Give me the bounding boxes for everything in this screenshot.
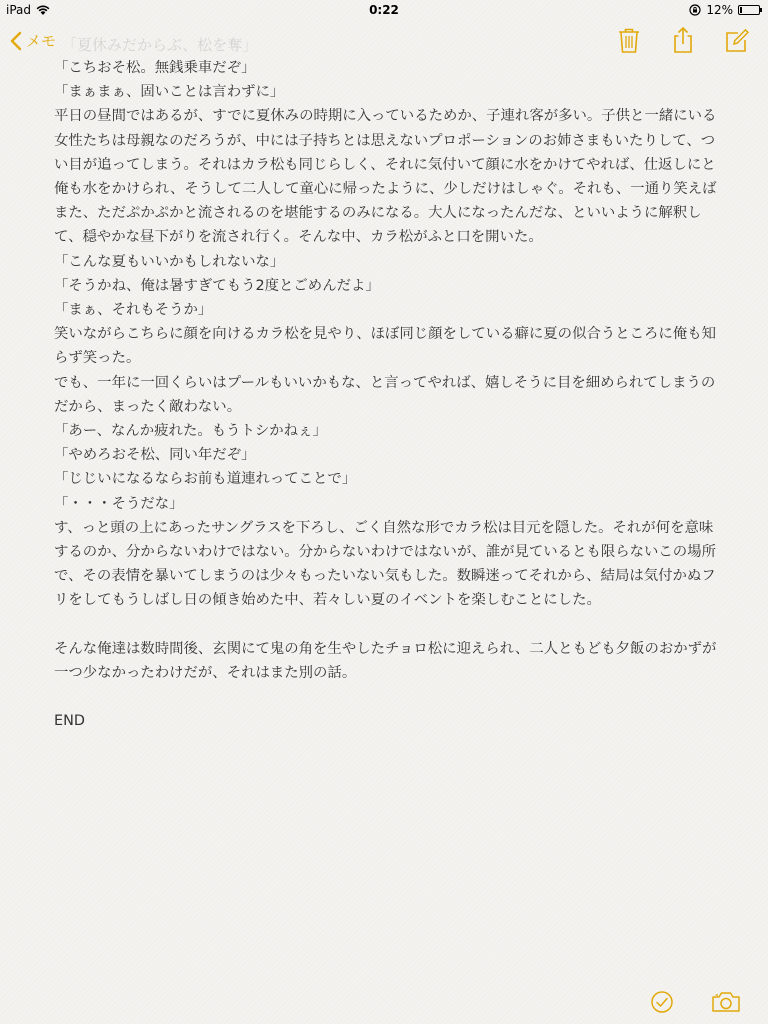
share-icon	[670, 26, 696, 54]
note-paragraph: す、っと頭の上にあったサングラスを下ろし、ごく自然な形でカラ松は目元を隠した。それが何を意味するのか、分からないわけではない。分からないわけではないが、誰が見ているとも限らないこの場所で、その表情を暴いてしまうのは少々もったいない気もした。数瞬迷ってそれから、結局は気付かぬフリをしてもうしばし日の傾き始めた中、若々しい夏のイベントを楽しむことにした。	[54, 519, 716, 609]
note-paragraph: 「・・・そうだな」	[54, 495, 184, 512]
camera-button[interactable]	[711, 990, 741, 1018]
bottom-bar	[0, 980, 768, 1024]
ghost-title: 「夏休みだからぶ、松を奪」	[62, 36, 258, 54]
chevron-left-icon	[10, 31, 22, 51]
compose-icon	[724, 26, 750, 54]
checklist-button[interactable]	[650, 990, 674, 1018]
status-time: 0:22	[369, 3, 399, 17]
note-paragraph: END	[54, 713, 85, 730]
note-paragraph: 「まぁまぁ、固いことは言わずに」	[54, 84, 285, 101]
share-button[interactable]	[670, 26, 696, 54]
back-button[interactable]	[10, 30, 56, 51]
note-paragraph: 「そうかね、俺は暑すぎてもう2度とごめんだよ」	[54, 277, 380, 294]
note-paragraph: でも、一年に一回くらいはプールもいいかもな、と言ってやれば、嬉しそうに目を細められてしまうのだから、まったく敵わない。	[54, 374, 716, 415]
battery-level	[740, 7, 742, 13]
battery-icon	[738, 5, 760, 15]
note-paragraph: 「まぁ、それもそうか」	[54, 302, 213, 319]
camera-icon	[711, 990, 741, 1014]
blank-line	[54, 613, 720, 637]
note-paragraph: 「あー、なんか疲れた。もうトシかねぇ」	[54, 423, 327, 440]
compose-button[interactable]	[724, 26, 750, 54]
note-body[interactable]	[54, 56, 720, 734]
trash-icon	[616, 26, 642, 54]
note-paragraph: 「こちおそ松。無銭乗車だぞ」	[54, 60, 256, 76]
delete-button[interactable]	[616, 26, 642, 54]
status-bar	[0, 0, 768, 20]
battery-percent: 12%	[706, 3, 733, 17]
note-paragraph: 平日の昼間ではあるが、すでに夏休みの時期に入っているためか、子連れ客が多い。子供と一緒にいる女性たちは母親なのだろうが、中には子持ちとは思えないプロポーションのお姉さまもいたりして、つい目が追ってしまう。それはカラ松も同じらしく、それに気付いて顔に水をかけてやれば、仕返しにと俺も水をかけられ、そうして二人して童心に帰ったように、少しだけはしゃぐ。それも、一通り笑えばまた、ただぷかぷかと流されるのを堪能するのみになる。大人になったんだな、といいように解釈して、穏やかな昼下がりを流され行く。そんな中、カラ松がふと口を開いた。	[54, 108, 717, 246]
device-name: iPad	[6, 3, 32, 17]
nav-actions	[616, 26, 750, 54]
note-paragraph: そんな俺達は数時間後、玄関にて鬼の角を生やしたチョロ松に迎えられ、二人ともども夕飯のおかずが一つ少なかったわけだが、それはまた別の話。	[54, 640, 717, 682]
back-label: メモ	[26, 32, 57, 50]
note-paragraph: 「じじいになるならお前も道連れってことで」	[54, 471, 357, 488]
blank-line	[54, 685, 720, 709]
status-right	[689, 3, 760, 17]
note-paragraph: 笑いながらこちらに顔を向けるカラ松を見やり、ほぼ同じ顔をしている癖に夏の似合うところに俺も知らず笑った。	[54, 326, 716, 367]
rotation-lock-icon	[689, 4, 701, 16]
note-paragraph: 「やめろおそ松、同い年だぞ」	[54, 447, 256, 464]
note-paragraph: 「こんな夏もいいかもしれないな」	[54, 253, 285, 270]
checklist-icon	[650, 990, 674, 1014]
